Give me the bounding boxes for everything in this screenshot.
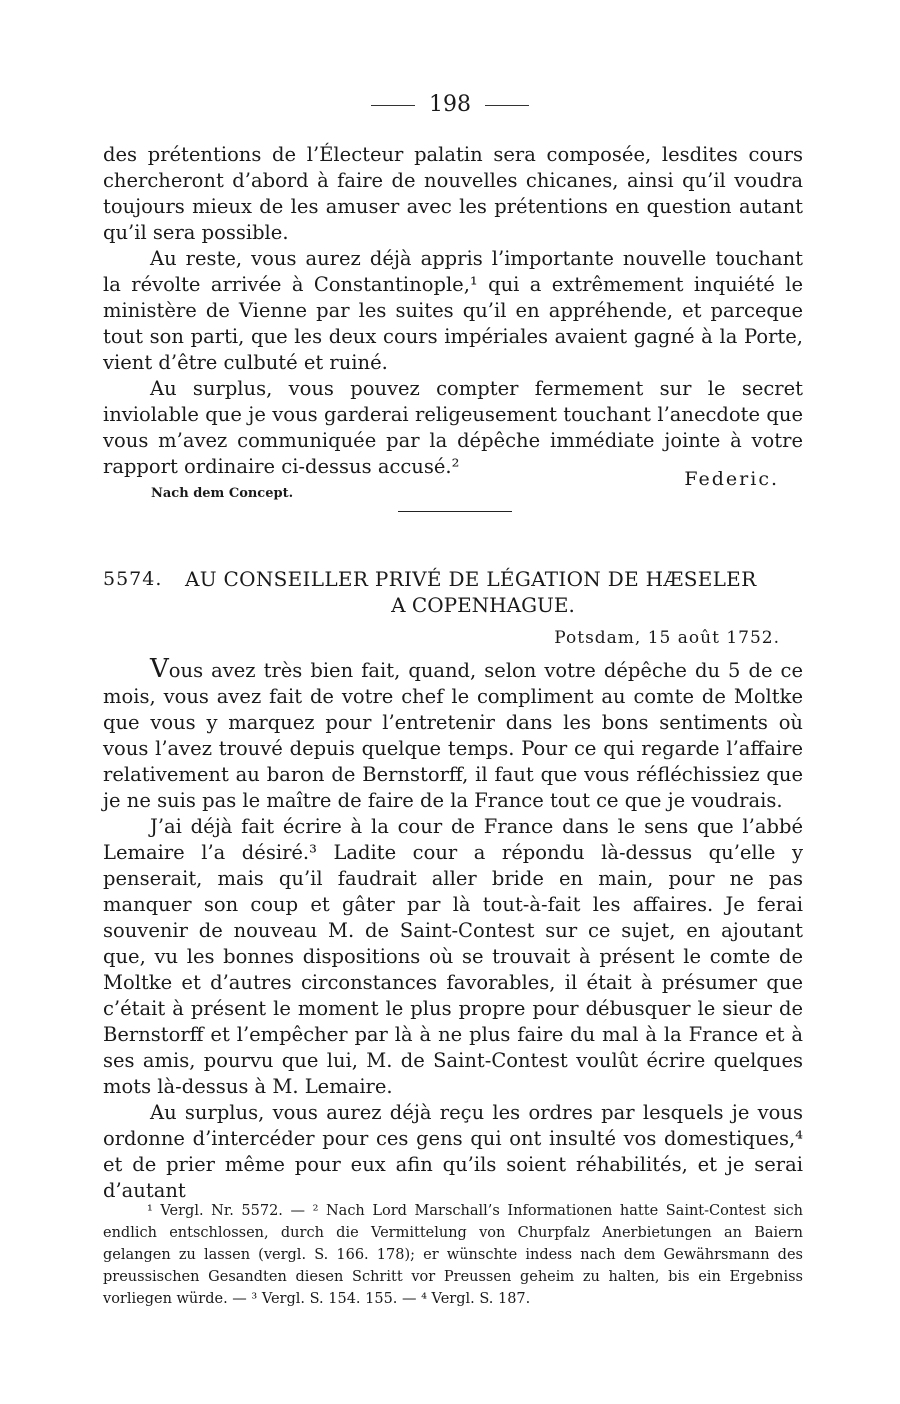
document-number: 5574.	[103, 568, 163, 590]
source-note: Nach dem Concept.	[151, 486, 294, 501]
signature: Federic.	[684, 468, 779, 490]
footnotes	[103, 1200, 803, 1310]
header-dash-right	[485, 105, 529, 106]
drop-letter: V	[150, 654, 169, 684]
page-number: 198	[429, 92, 471, 117]
page-header	[0, 92, 900, 117]
continuation-text	[103, 142, 803, 480]
section-divider	[398, 511, 512, 512]
letter-paragraph: Au surplus, vous aurez déjà reçu les ordres par lesquels je vous ordonne d’intercéder pour ces gens qui ont insulté vos domestiques,⁴ et de prier même pour eux afin qu’ils soient réhabilités, et je serai d’autant	[103, 1101, 803, 1202]
continuation-paragraph: Au reste, vous aurez déjà appris l’importante nouvelle touchant la révolte arrivée à Constantinople,¹ qui a extrêmement inquiété le ministère de Vienne par les suites qu’il en appréhende, et parceque tout son parti, que les deux cours impériales avaient gagné à la Porte, vient d’être culbuté et ruiné.	[103, 247, 803, 374]
header-dash-left	[371, 105, 415, 106]
footnote-text: ¹ Vergl. Nr. 5572. — ² Nach Lord Marschall’s Informationen hatte Saint-Contest sich endlich entschlossen, durch die Vermittelung von Churpfalz Anerbietungen an Baiern gelangen zu lassen (vergl. S. 166. 178); er wünschte indess nach dem Gewährsmann des preussischen Gesandten diesen Schritt vor Preussen geheim zu halten, bis ein Ergebniss vorliegen würde. — ³ Vergl. S. 154. 155. — ⁴ Vergl. S. 187.	[103, 1203, 803, 1307]
letter-paragraph-text: ous avez très bien fait, quand, selon votre dépêche du 5 de ce mois, vous avez fait de votre chef le compliment au comte de Moltke que vous y marquez pour l’entretenir dans les bons sentiments où vous l’avez trouvé depuis quelque temps. Pour ce qui regarde l’affaire relativement au baron de Bernstorff, il faut que vous réfléchissiez que je ne suis pas le maître de faire de la France tout ce que je voudrais.	[103, 659, 803, 812]
dateline: Potsdam, 15 août 1752.	[554, 628, 780, 648]
document-title-line-1: AU CONSEILLER PRIVÉ DE LÉGATION DE HÆSELER	[185, 567, 757, 591]
continuation-paragraph: des prétentions de l’Électeur palatin sera composée, lesdites cours chercheront d’abord à faire de nouvelles chicanes, ainsi qu’il voudra toujours mieux de les amuser avec les prétentions en question autant qu’il sera possible.	[103, 143, 803, 244]
document-title-line-2: A COPENHAGUE.	[391, 593, 575, 617]
signature-row	[103, 462, 803, 508]
continuation-paragraph: Au surplus, vous pouvez compter fermement sur le secret inviolable que je vous garderai religeusement touchant l’anecdote que vous m’avez communiquée par la dépêche immédiate jointe à votre rapport ordinaire ci-dessus accusé.²	[103, 377, 803, 478]
letter-paragraph	[103, 656, 803, 814]
letter-paragraph: J’ai déjà fait écrire à la cour de France dans le sens que l’abbé Lemaire l’a désiré.³ Ladite cour a répondu là-dessus qu’elle y penserait, mais qu’il faudrait aller bride en main, pour ne pas manquer son coup et gâter par là tout-à-fait les affaires. Je ferai souvenir de nouveau M. de Saint-Contest sur ce sujet, en ajoutant que, vu les bonnes dispositions où se trouvait à présent le comte de Moltke et d’autres circonstances favorables, il était à présumer que c’était à présent le moment le plus propre pour débusquer le sieur de Bernstorff et l’empêcher par là à ne plus faire du mal à la France et à ses amis, pourvu que lui, M. de Saint-Contest voulût écrire quelques mots là-dessus à M. Lemaire.	[103, 815, 803, 1098]
letter-body	[103, 656, 803, 1204]
